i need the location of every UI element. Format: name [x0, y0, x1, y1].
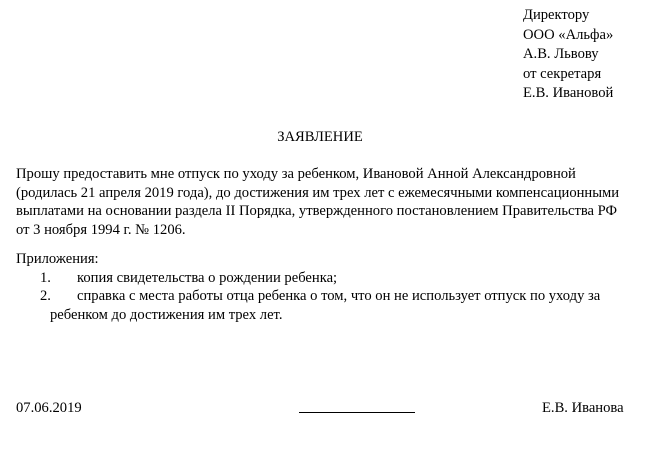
body-line: Прошу предоставить мне отпуск по уходу за ребенком, Ивановой Анной Александровной — [16, 166, 576, 182]
addressee-line-company: ООО «Альфа» — [523, 26, 614, 43]
addressee-line-director-name: А.В. Львову — [523, 46, 599, 62]
addressee-line-sender-name: Е.В. Ивановой — [523, 85, 614, 101]
attachment-item — [16, 269, 642, 288]
addressee-block — [523, 6, 613, 104]
document-body — [16, 165, 642, 240]
addressee-line-from: от секретаря — [523, 65, 602, 82]
attachment-text: справка с места работы отца ребенка о том, что он не использует отпуск по уходу за — [77, 288, 601, 305]
signature-line — [299, 412, 415, 413]
addressee-line-position: Директору — [523, 7, 590, 23]
attachment-number: 2. — [40, 288, 51, 305]
body-line: (родилась 21 апреля 2019 года), до достижения им трех лет с ежемесячными компенсационными — [16, 184, 620, 201]
attachment-text-continuation: ребенком до достижения им трех лет. — [50, 307, 283, 324]
attachments-heading: Приложения: — [16, 251, 99, 267]
body-line: от 3 ноября 1994 г. № 1206. — [16, 222, 186, 239]
attachments-block — [16, 250, 642, 325]
attachment-item — [16, 287, 642, 324]
document-title: ЗАЯВЛЕНИЕ — [277, 129, 363, 145]
body-line: выплатами на основании раздела II Порядка, утвержденного постановлением Правительства РФ — [16, 203, 618, 220]
document-date: 07.06.2019 — [16, 400, 82, 416]
attachment-number: 1. — [40, 269, 51, 286]
attachment-text: копия свидетельства о рождении ребенка; — [77, 269, 338, 286]
signature-name: Е.В. Иванова — [542, 400, 624, 416]
